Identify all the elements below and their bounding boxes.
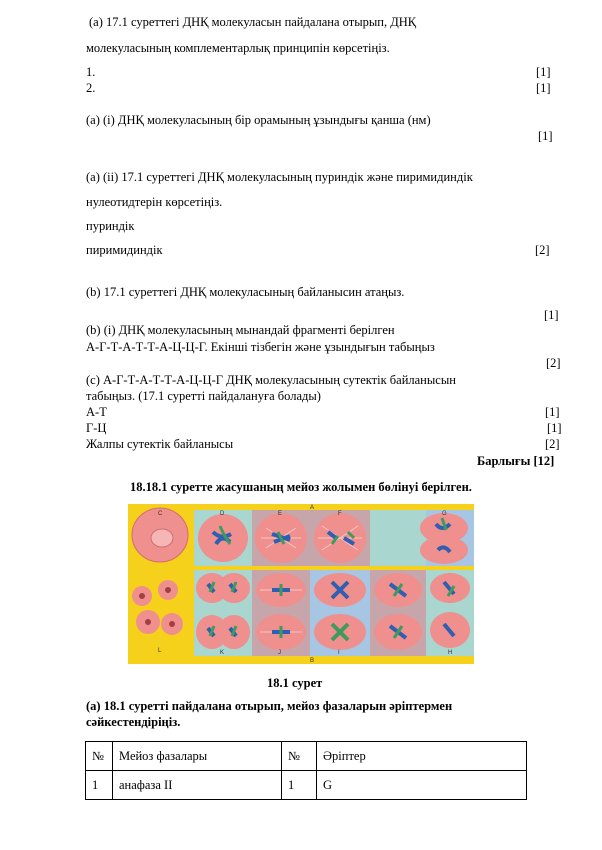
q-a-item2: 2. [86,81,96,95]
row-letter: G [317,771,527,800]
meiosis-figure [128,504,474,664]
label-i: I [338,650,340,656]
row-phase: анафаза ІІ [113,771,282,800]
q-b-i-mark: [2] [546,356,561,370]
label-g: G [442,511,447,517]
row-num: 1 [86,771,113,800]
label-j: J [278,650,281,656]
label-a: A [310,505,315,511]
label-h: H [448,650,453,656]
gc-label: Г-Ц [86,421,107,435]
gc-mark: [1] [547,421,562,435]
q-a-line2: молекуласының комплементарлық принципін көрсетіңіз. [86,41,390,55]
q-c-line2: табыңыз. (17.1 суретті пайдалануға болады) [86,389,321,403]
q-a-ii-mark: [2] [535,243,550,257]
header-letters: Әріптер [317,742,527,771]
label-b: B [310,658,315,664]
nucleus-c [151,529,173,547]
header-phases: Мейоз фазалары [113,742,282,771]
q18-intro: 18.18.1 суретте жасушаның мейоз жолымен бөлінуі берілген. [130,480,472,494]
pyrimidine-label: пиримидиндік [86,243,163,257]
q-a-mark1: [1] [536,65,551,79]
figure-caption: 18.1 сурет [267,676,323,690]
q-a-i-text: (а) (і) ДНҚ молекуласының бір орамының ұзындығы қанша (нм) [86,113,431,127]
table-header-row [86,742,527,771]
label-e: E [278,511,283,517]
q18-a-line1: (а) 18.1 суретті пайдалана отырып, мейоз фазаларын әріптермен [86,699,453,713]
panel-g-left [370,510,426,566]
table-row [86,771,527,800]
at-mark: [1] [545,405,560,419]
header-num2: № [282,742,317,771]
q-c-line1: (с) А-Г-Т-А-Т-Т-А-Ц-Ц-Г ДНҚ молекуласының сутектік байланысын [86,373,456,387]
q-a-i-mark: [1] [538,129,553,143]
q-b-text: (b) 17.1 суреттегі ДНҚ молекуласының байланысин атаңыз. [86,285,405,299]
at-label: А-Т [86,405,107,419]
q-a-ii-line1: (а) (іі) 17.1 суреттегі ДНҚ молекуласының пуриндік және пиримидиндік [86,170,473,184]
q18-a-line2: сәйкестендіріңіз. [86,715,181,729]
label-c: C [158,511,163,517]
label-d: D [220,511,225,517]
row-num2: 1 [282,771,317,800]
purine-label: пуриндік [86,219,135,233]
q-b-i-line1: (b) (і) ДНҚ молекуласының мынандай фрагменті берілген [86,323,395,337]
total-score: Барлығы [12] [477,454,555,468]
cell-g-bottom [420,536,468,564]
label-k: K [220,650,225,656]
q-b-mark: [1] [544,308,559,322]
q-b-i-line2: А-Г-Т-А-Т-Т-А-Ц-Ц-Г. Екінші тізбегін және ұзындығын табыңыз [86,340,435,354]
meiosis-diagram [128,504,474,664]
q-a-mark2: [1] [536,81,551,95]
q-a-line1: (а) 17.1 суреттегі ДНҚ молекуласын пайдалана отырып, ДНҚ [89,15,417,29]
q-a-ii-line2: нулеотидтерін көрсетіңіз. [86,195,223,209]
label-l: L [158,648,162,654]
total-bonds-mark: [2] [545,437,560,451]
header-num: № [86,742,113,771]
total-bonds-label: Жалпы сутектік байланысы [86,437,234,451]
label-f: F [338,511,342,517]
q-a-item1: 1. [86,65,96,79]
matching-table [85,741,527,800]
